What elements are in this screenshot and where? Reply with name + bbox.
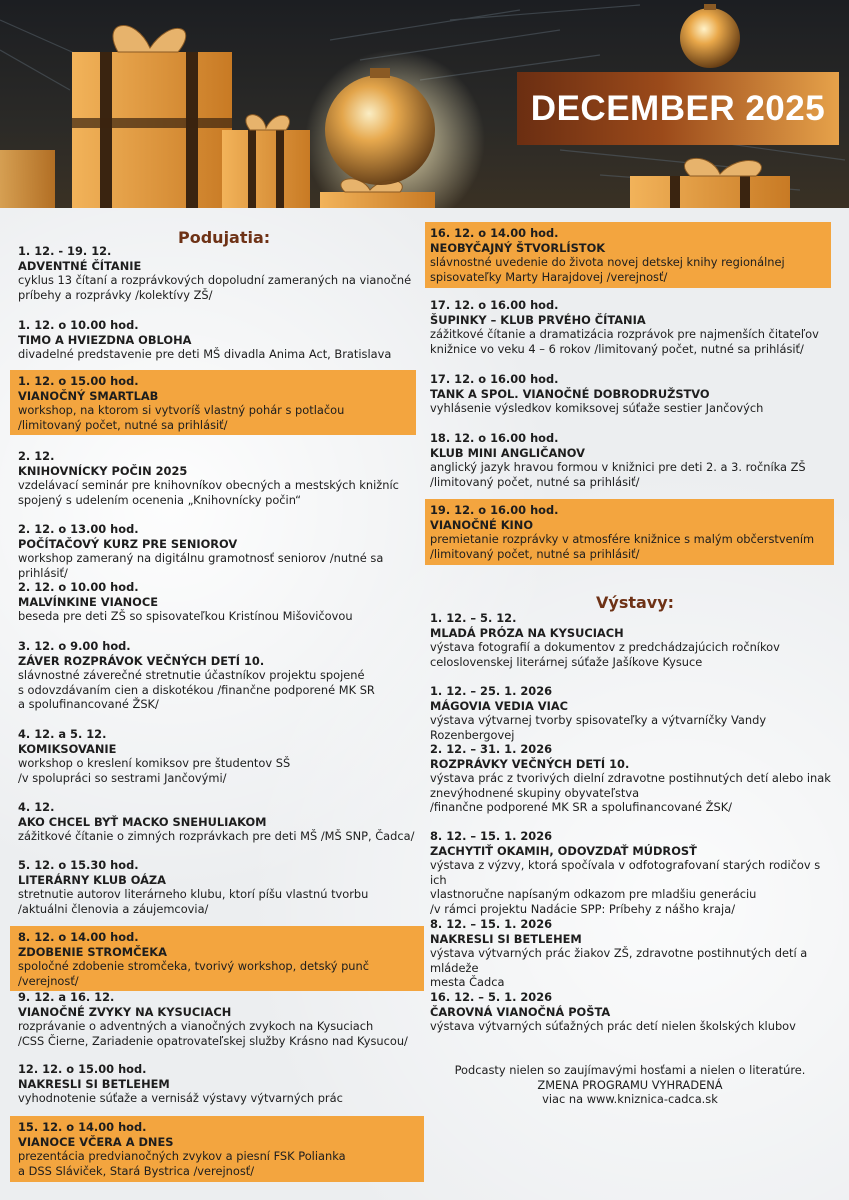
event-description: spojený s udelením ocenenia „Knihovnícky počin“ [18,492,302,507]
event-date: 15. 12. o 14.00 hod. [18,1120,147,1134]
events-section-title: Podujatia: [178,228,271,247]
event-description: vyhodnotenie súťaže a vernisáž výstavy výtvarných prác [18,1091,343,1106]
event-date: 17. 12. o 16.00 hod. [430,372,559,386]
footer-line: Podcasty nielen so zaujímavými hosťami a nielen o literatúre. [454,1063,806,1077]
event-description: výstava prác z tvorivých dielní zdravotne postihnutých detí alebo inak [430,771,831,786]
event-item [430,298,834,356]
event-description: /limitovaný počet, nutné sa prihlásiť/ [430,546,640,561]
event-title: VIANOČNÝ SMARTLAB [18,388,159,403]
event-item [10,858,418,916]
event-date: 1. 12. - 19. 12. [18,244,112,258]
event-description: /finančne podporené MK SR a spolufinancované ŽSK/ [430,800,732,815]
exhibition-item [430,611,840,669]
event-date: 2. 12. o 10.00 hod. [18,580,139,594]
event-date: 2. 12. – 31. 1. 2026 [430,742,553,756]
event-item [10,318,418,362]
exhibition-item [430,829,840,917]
event-date: 8. 12. – 15. 1. 2026 [430,917,553,931]
event-description: rozprávanie o adventných a vianočných zvykoch na Kysuciach [18,1019,374,1034]
event-date: 1. 12. o 15.00 hod. [18,374,139,388]
event-description: prezentácia predvianočných zvykov a piesní FSK Polianka [18,1149,346,1164]
event-date: 3. 12. o 9.00 hod. [18,639,131,653]
event-description: a spolufinancované ŽSK/ [18,697,159,712]
event-description: výstava výtvarnej tvorby spisovateľky a výtvarníčky Vandy Rozenbergovej [430,713,767,742]
event-description: cyklus 13 čítaní a rozprávkových dopoludní zameraných na vianočné [18,273,412,288]
event-description: /limitovaný počet, nutné sa prihlásiť/ [18,417,228,432]
event-description: beseda pre deti ZŠ so spisovateľkou Kristínou Mišovičovou [18,609,353,624]
event-item [10,522,418,580]
event-date: 17. 12. o 16.00 hod. [430,298,559,312]
event-title: AKO CHCEL BYŤ MACKO SNEHULIAKOM [18,814,267,829]
event-title: ZDOBENIE STROMČEKA [18,944,167,959]
event-description: spisovateľky Marty Harajdovej /verejnosť/ [430,269,668,284]
event-title: KLUB MINI ANGLIČANOV [430,445,585,460]
event-title: MÁGOVIA VEDIA VIAC [430,698,569,713]
event-title: LITERÁRNY KLUB OÁZA [18,872,166,887]
footer-website-link[interactable]: viac na www.kniznica-cadca.sk [542,1092,718,1107]
event-title: ČAROVNÁ VIANOČNÁ POŠTA [430,1004,611,1019]
event-title: MLADÁ PRÓZA NA KYSUCIACH [430,625,624,640]
event-date: 18. 12. o 16.00 hod. [430,431,559,445]
event-description: slávnostné záverečné stretnutie účastníkov projektu spojené [18,668,365,683]
event-description: vyhlásenie výsledkov komiksovej súťaže sestier Jančových [430,401,764,416]
event-date: 1. 12. o 10.00 hod. [18,318,139,332]
event-item [10,580,418,624]
month-title-box [517,72,839,145]
event-item [430,431,834,489]
event-item [10,244,418,302]
event-description: celoslovenskej literárnej súťaže Jašíkove Kysuce [430,654,703,669]
event-title: KNIHOVNÍCKY POČIN 2025 [18,463,188,478]
event-date: 19. 12. o 16.00 hod. [430,503,559,517]
event-description: spoločné zdobenie stromčeka, tvorivý workshop, detský punč /verejnosť/ [18,959,370,988]
event-description: s odovzdávaním cien a diskotékou /finančne podporené MK SR [18,682,375,697]
event-title: POČÍTAČOVÝ KURZ PRE SENIOROV [18,536,238,551]
event-date: 1. 12. – 25. 1. 2026 [430,684,553,698]
event-title: VIANOČNÉ ZVYKY NA KYSUCIACH [18,1004,232,1019]
event-title: NEOBYČAJNÝ ŠTVORLÍSTOK [430,240,606,255]
event-description: zážitkové čítanie o zimných rozprávkach pre deti MŠ /MŠ SNP, Čadca/ [18,829,415,844]
event-description: knižnice vo veku 4 – 6 rokov /limitovaný počet, nutné sa prihlásiť/ [430,341,804,356]
event-title: ZÁVER ROZPRÁVOK VEČNÝCH DETÍ 10. [18,653,265,668]
event-description: workshop, na ktorom si vytvoríš vlastný pohár s potlačou [18,403,345,418]
event-item [10,1062,418,1106]
event-description: vlastnoručne napísaným odkazom pre mladšiu generáciu [430,887,757,902]
event-item-highlighted [10,926,424,991]
event-item [10,727,418,785]
event-title: KOMIKSOVANIE [18,741,117,756]
event-item-highlighted [425,499,834,565]
event-date: 2. 12. o 13.00 hod. [18,522,139,536]
event-date: 9. 12. a 16. 12. [18,990,115,1004]
event-description: /CSS Čierne, Zariadenie opatrovateľskej služby Krásno nad Kysucou/ [18,1033,408,1048]
event-description: výstava výtvarných súťažných prác detí nielen školských klubov [430,1019,796,1034]
event-title: NAKRESLI SI BETLEHEM [18,1076,170,1091]
event-date: 8. 12. – 15. 1. 2026 [430,829,553,843]
event-title: TIMO A HVIEZDNA OBLOHA [18,332,192,347]
event-item [10,449,418,507]
exhibition-item [430,742,840,815]
event-description: stretnutie autorov literárneho klubu, ktorí píšu vlastnú tvorbu [18,887,369,902]
event-description: zážitkové čítanie a dramatizácia rozprávok pre najmenších čitateľov [430,327,819,342]
exhibition-item [430,990,840,1034]
event-date: 16. 12. o 14.00 hod. [430,226,559,240]
event-date: 12. 12. o 15.00 hod. [18,1062,147,1076]
event-description: slávnostné uvedenie do života novej detskej knihy regionálnej [430,255,785,270]
event-date: 16. 12. – 5. 1. 2026 [430,990,553,1004]
event-item [10,800,418,844]
event-description: výstava výtvarných prác žiakov ZŠ, zdravotne postihnutých detí a mládeže [430,946,808,975]
event-description: workshop zameraný na digitálnu gramotnosť seniorov /nutné sa prihlásiť/ [18,551,384,580]
event-description: znevýhodnené skupiny obyvateľstva [430,785,640,800]
event-description: a DSS Sláviček, Stará Bystrica /verejnosť/ [18,1163,255,1178]
event-date: 4. 12. a 5. 12. [18,727,107,741]
event-date: 4. 12. [18,800,55,814]
event-description: výstava fotografií a dokumentov z predchádzajúcich ročníkov [430,640,780,655]
event-description: premietanie rozprávky v atmosfére knižnice s malým občerstvením [430,532,815,547]
event-description: /aktuálni členovia a záujemcovia/ [18,901,209,916]
event-description: mesta Čadca [430,975,505,990]
event-description: anglický jazyk hravou formou v knižnici pre deti 2. a 3. ročníka ZŠ [430,460,806,475]
event-item [10,990,418,1048]
event-title: NAKRESLI SI BETLEHEM [430,931,582,946]
header-banner [0,0,849,208]
event-title: ŠUPINKY – KLUB PRVÉHO ČÍTANIA [430,312,646,327]
event-description: workshop o kreslení komiksov pre študentov SŠ [18,756,291,771]
event-date: 8. 12. o 14.00 hod. [18,930,139,944]
event-item-highlighted [425,222,831,288]
footer-line: ZMENA PROGRAMU VYHRADENÁ [537,1077,723,1092]
event-description: príbehy a rozprávky /kolektívy ZŠ/ [18,287,213,302]
event-title: ROZPRÁVKY VEČNÝCH DETÍ 10. [430,756,630,771]
exhibition-item [430,684,840,742]
event-item-highlighted [10,1116,424,1182]
event-title: ADVENTNÉ ČÍTANIE [18,258,142,273]
event-title: MALVÍNKINE VIANOCE [18,594,158,609]
event-date: 1. 12. – 5. 12. [430,611,517,625]
event-description: /v spolupráci so sestrami Jančovými/ [18,770,227,785]
event-title: ZACHYTIŤ OKAMIH, ODOVZDAŤ MÚDROSŤ [430,843,697,858]
footer-note [428,1063,832,1107]
event-date: 2. 12. [18,449,55,463]
event-description: vzdelávací seminár pre knihovníkov obecných a mestských knižníc [18,478,399,493]
event-description: /v rámci projektu Nadácie SPP: Príbehy z nášho kraja/ [430,901,736,916]
month-title: DECEMBER 2025 [530,88,826,128]
event-item [430,372,834,416]
exhibitions-section-title: Výstavy: [596,593,675,612]
event-description: /limitovaný počet, nutné sa prihlásiť/ [430,474,640,489]
event-item-highlighted [10,370,416,435]
event-description: výstava z výzvy, ktorá spočívala v odfotografovaní starých rodičov s ich [430,858,821,887]
event-title: TANK A SPOL. VIANOČNÉ DOBRODRUŽSTVO [430,386,710,401]
event-title: VIANOČNÉ KINO [430,517,534,532]
exhibition-item [430,917,840,990]
event-description: divadelné predstavenie pre deti MŠ divadla Anima Act, Bratislava [18,347,392,362]
event-title: VIANOCE VČERA A DNES [18,1134,174,1149]
event-item [10,639,418,712]
event-date: 5. 12. o 15.30 hod. [18,858,139,872]
